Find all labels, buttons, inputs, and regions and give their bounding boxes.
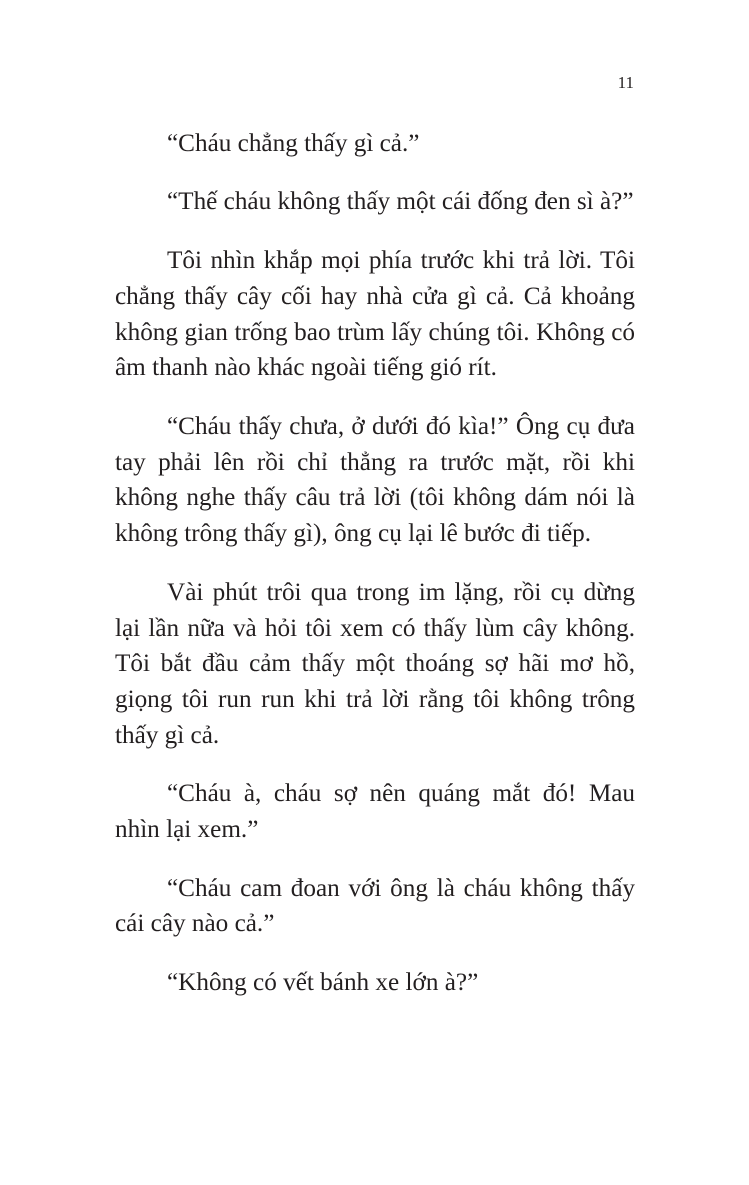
paragraph: “Không có vết bánh xe lớn à?” [167, 968, 479, 996]
paragraph: “Cháu à, cháu sợ nên quáng mắt đó! Mau nhìn lại xem.” [115, 780, 635, 844]
paragraph: “Cháu thấy chưa, ở dưới đó kìa!” Ông cụ đưa tay phải lên rồi chỉ thẳng ra trước mặt, rồi khi không nghe thấy câu trả lời (tôi không dám nói là không trông thấy gì), ông cụ lại lê bước đi tiếp. [115, 412, 635, 548]
paragraph: “Cháu chẳng thấy gì cả.” [167, 130, 420, 157]
paragraph: “Cháu cam đoan với ông là cháu không thấy cái cây nào cả.” [115, 874, 635, 938]
body-text [115, 126, 635, 1001]
page-number: 11 [617, 73, 634, 92]
paragraph: “Thế cháu không thấy một cái đống đen sì à?” [167, 188, 634, 216]
paragraph: Tôi nhìn khắp mọi phía trước khi trả lời. Tôi chẳng thấy cây cối hay nhà cửa gì cả. Cả khoảng không gian trống bao trùm lấy chúng tôi. Không có âm thanh nào khác ngoài tiếng gió rít. [115, 246, 635, 382]
paragraph: Vài phút trôi qua trong im lặng, rồi cụ dừng lại lần nữa và hỏi tôi xem có thấy lùm cây không. Tôi bắt đầu cảm thấy một thoáng sợ hãi mơ hồ, giọng tôi run run khi trả lời rằng tôi không trông thấy gì cả. [115, 578, 635, 749]
